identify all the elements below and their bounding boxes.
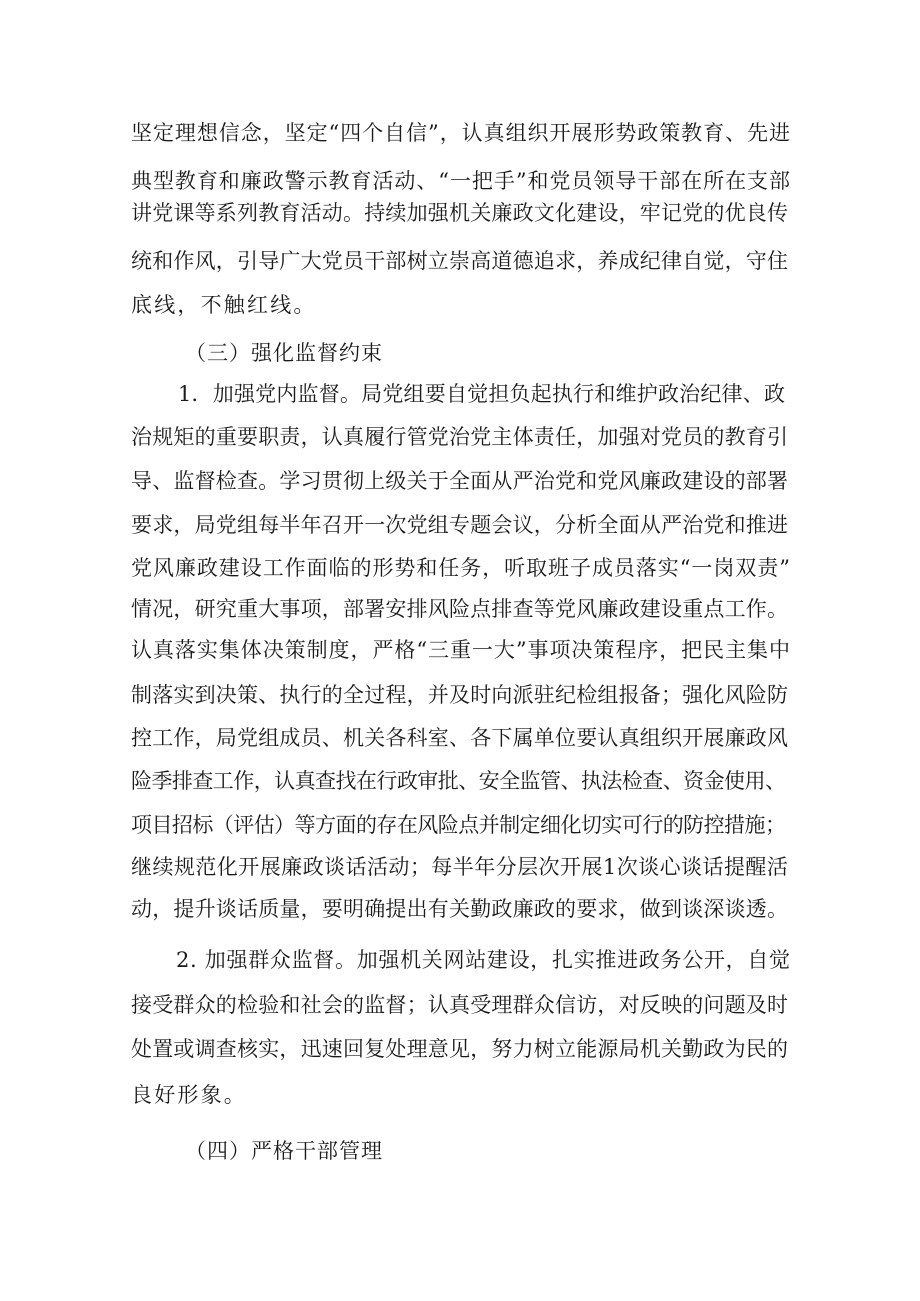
paragraph-2-line-6: 情况，研究重大事项，部署安排风险点排查等党风廉政建设重点工作。 [131, 597, 789, 621]
paragraph-2-line-3: 导、监督检查。学习贯彻上级关于全面从严治党和党风廉政建设的部署 [131, 469, 789, 493]
section-heading-3: （三）强化监督约束 [185, 341, 383, 365]
paragraph-3-line-3: 处置或调查核实，迅速回复处理意见，努力树立能源局机关勤政为民的 [131, 1037, 789, 1061]
paragraph-2-line-1: 1．加强党内监督。局党组要自觉担负起执行和维护政治纪律、政 [178, 382, 786, 406]
paragraph-2-line-4: 要求，局党组每半年召开一次党组专题会议，分析全面从严治党和推进 [131, 513, 789, 537]
paragraph-2-line-8: 制落实到决策、执行的全过程，并及时向派驻纪检组报备；强化风险防 [131, 683, 789, 707]
paragraph-2-line-12: 继续规范化开展廉政谈话活动；每半年分层次开展1次谈心谈话提醒活 [131, 855, 789, 879]
paragraph-3-line-2: 接受群众的检验和社会的监督；认真受理群众信访，对反映的问题及时 [131, 993, 789, 1017]
paragraph-2-line-9: 控工作，局党组成员、机关各科室、各下属单位要认真组织开展廉政风 [131, 726, 789, 750]
paragraph-1-line-5: 底线，不触红线。 [131, 293, 317, 317]
paragraph-1-line-4: 统和作风，引导广大党员干部树立崇高道德追求，养成纪律自觉，守住 [131, 249, 789, 273]
paragraph-2-line-7: 认真落实集体决策制度，严格“三重一大”事项决策程序，把民主集中 [131, 638, 791, 662]
paragraph-3-line-4: 良好形象。 [131, 1083, 247, 1107]
section-heading-4: （四）严格干部管理 [185, 1139, 383, 1163]
paragraph-1-line-1: 坚定理想信念，坚定“四个自信”，认真组织开展形势政策教育、先进 [131, 121, 791, 145]
paragraph-2-line-5: 党风廉政建设工作面临的形势和任务，听取班子成员落实“一岗双责” [131, 556, 791, 580]
paragraph-2-line-2: 治规矩的重要职责，认真履行管党治党主体责任，加强对党员的教育引 [131, 425, 789, 449]
paragraph-1-line-2: 典型教育和廉政警示教育活动、“一把手”和党员领导干部在所在支部 [131, 169, 791, 193]
paragraph-2-line-10: 险季排查工作，认真查找在行政审批、安全监管、执法检查、资金使用、 [131, 769, 786, 793]
paragraph-2-line-13: 动，提升谈话质量，要明确提出有关勤政廉政的要求，做到谈深谈透。 [131, 897, 789, 921]
paragraph-3-line-1: 2. 加强群众监督。加强机关网站建设，扎实推进政务公开，自觉 [176, 948, 791, 972]
paragraph-2-line-11: 项目招标（评估）等方面的存在风险点并制定细化切实可行的防控措施； [131, 813, 786, 837]
paragraph-1-line-3: 讲党课等系列教育活动。持续加强机关廉政文化建设，牢记党的优良传 [131, 201, 789, 225]
